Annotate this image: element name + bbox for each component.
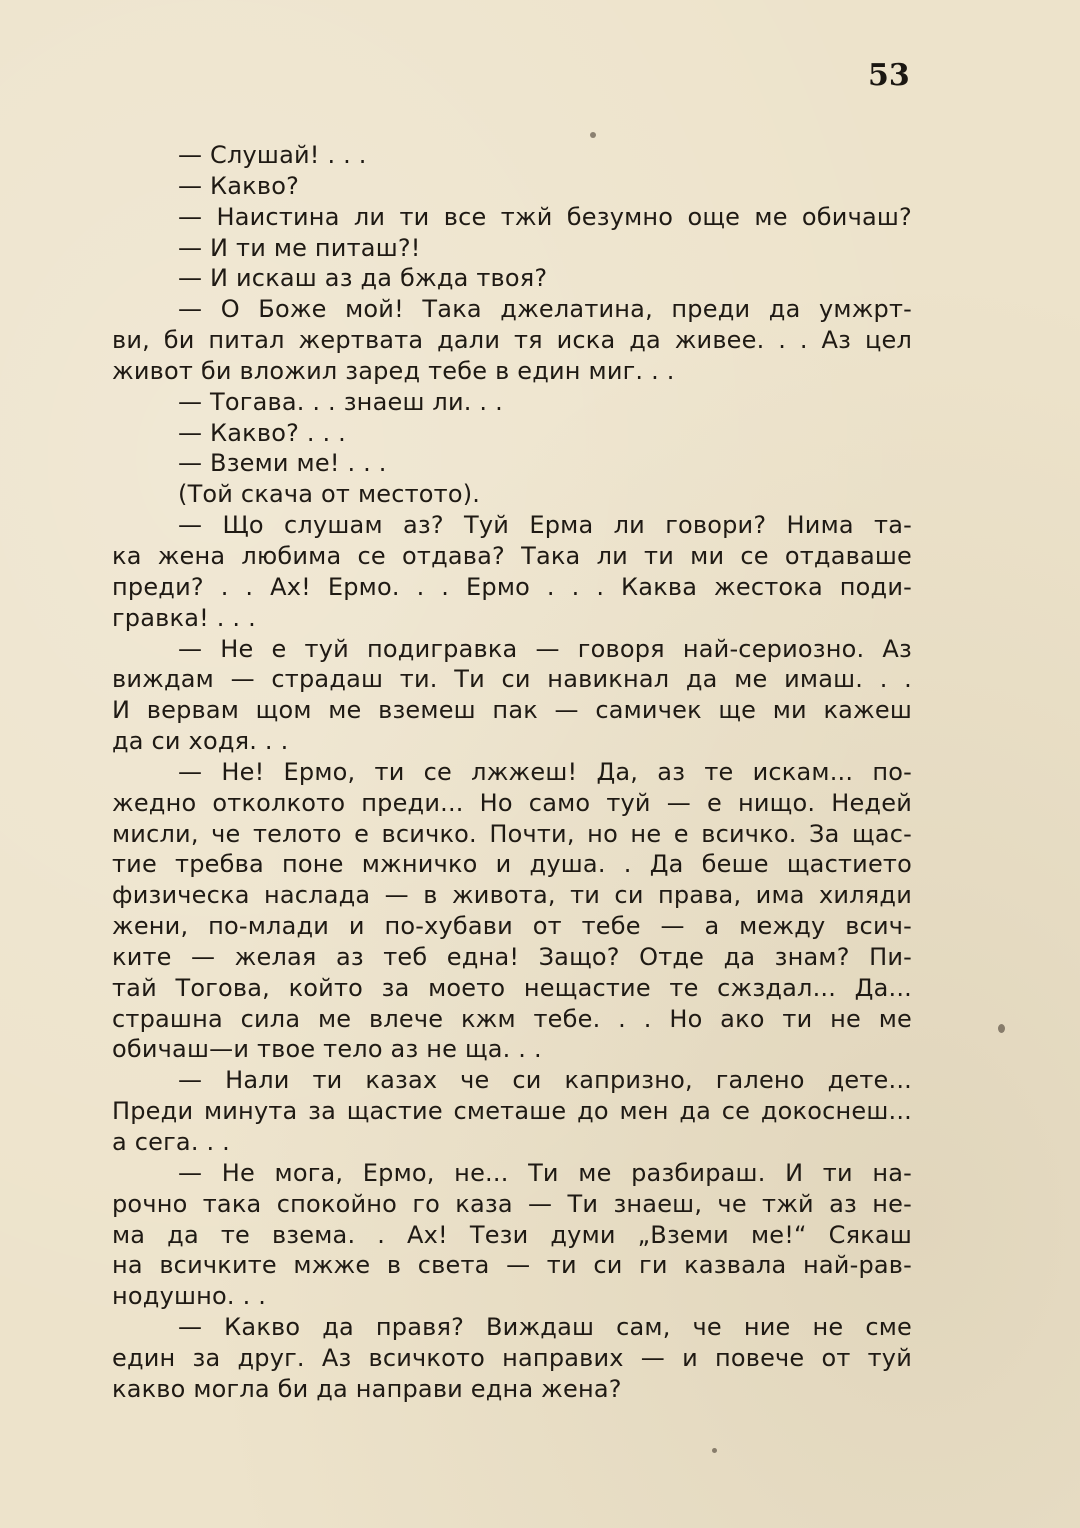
text-line: нодушно. . .	[112, 1282, 267, 1311]
text-line: — И искаш аз да бждa твоя?	[178, 264, 548, 293]
paper-speck	[712, 1448, 717, 1453]
text-line: рочно така спокойно го каза — Ти знаеш, че тжй аз не-	[112, 1189, 912, 1218]
text-line: — О Боже мой! Така джелатина, преди да умжрт-	[178, 295, 912, 324]
text-line: — Слушай! . . .	[178, 141, 367, 169]
text-line: — Не е туй подигравка — говоря най-сериозно. Аз	[178, 634, 912, 663]
text-line: а сега. . .	[112, 1128, 230, 1156]
text-line: — Какво? . . .	[178, 418, 347, 447]
text-line: (Той скача от местото).	[178, 480, 481, 509]
text-line: живот би вложил заред тебе в един миг. . .	[112, 356, 675, 385]
text-line: — Какво да правя? Виждаш сам, че ние не сме	[178, 1313, 912, 1342]
text-line: ка жена любима се отдава? Така ли ти ми се отдаваше	[112, 541, 912, 570]
text-line: — Тогава. . . знаеш ли. . .	[178, 387, 503, 416]
text-line: — И ти ме питаш?!	[178, 233, 421, 262]
text-line: жедно отколкото преди... Но само туй — е нищо. Недей	[112, 788, 912, 817]
text-line: тай Тогова, който за моето нещастие те сжздал... Да...	[112, 973, 912, 1002]
text-line: един за друг. Аз всичкото направих — и повече от туй	[112, 1343, 912, 1372]
text-line: И вервам щом ме вземеш пак — самичек ще ми кажеш	[112, 696, 912, 725]
text-line: какво могла би да направи една жена?	[112, 1374, 622, 1403]
text-line: на всичките мжже в света — ти си ги казвала най-рав-	[112, 1251, 912, 1280]
text-line: тие требва поне мжничко и душа. . Да беше щастието	[112, 850, 912, 879]
text-line: — Що слушам аз? Туй Ерма ли говори? Нима та-	[178, 511, 912, 540]
text-line: виждам — страдаш ти. Ти си навикнал да ме имаш. . .	[112, 665, 912, 694]
text-line: ма да те взема. . Ах! Тези думи „Вземи ме!“ Сякаш	[112, 1220, 912, 1249]
text-line: мисли, че телото е всичко. Почти, но не е всичко. За щас-	[112, 819, 912, 848]
paper-speck	[998, 1024, 1005, 1033]
text-line: да си ходя. . .	[112, 727, 289, 756]
text-line: — Наистина ли ти все тжй безумно още ме обичаш?	[178, 202, 912, 231]
text-line: преди? . . Ах! Ермо. . . Ермо . . . Каква жестока поди-	[112, 572, 912, 601]
text-line: Преди минута за щастие сметаше до мен да се докоснеш...	[112, 1097, 912, 1126]
text-line: ви, би питал жертвата дали тя иска да живее. . . Аз цел	[112, 326, 912, 355]
page-number: 53	[868, 58, 910, 93]
text-line: физическа наслада — в живота, ти си права, има хиляди	[112, 881, 912, 910]
text-line: — Нали ти казах че си капризно, галено дете...	[178, 1066, 912, 1095]
page-text	[112, 140, 912, 1405]
text-line: страшна сила ме влече кжм тебе. . . Но ако ти не ме	[112, 1004, 912, 1033]
text-line: — Какво?	[178, 171, 300, 200]
text-line: жени, по-млади и по-хубави от тебе — а между всич-	[112, 912, 912, 941]
paper-speck	[590, 132, 596, 138]
text-line: — Не! Ермо, ти се лжжеш! Да, аз те искам... по-	[178, 757, 912, 786]
text-line: — Не мога, Ермо, не... Ти ме разбираш. И ти на-	[178, 1158, 912, 1187]
text-line: обичаш—и твое тело аз не ща. . .	[112, 1035, 542, 1064]
text-line: — Вземи ме! . . .	[178, 449, 387, 478]
text-line: ките — желая аз теб една! Защо? Отде да знам? Пи-	[112, 942, 912, 971]
text-line: гравка! . . .	[112, 603, 256, 632]
